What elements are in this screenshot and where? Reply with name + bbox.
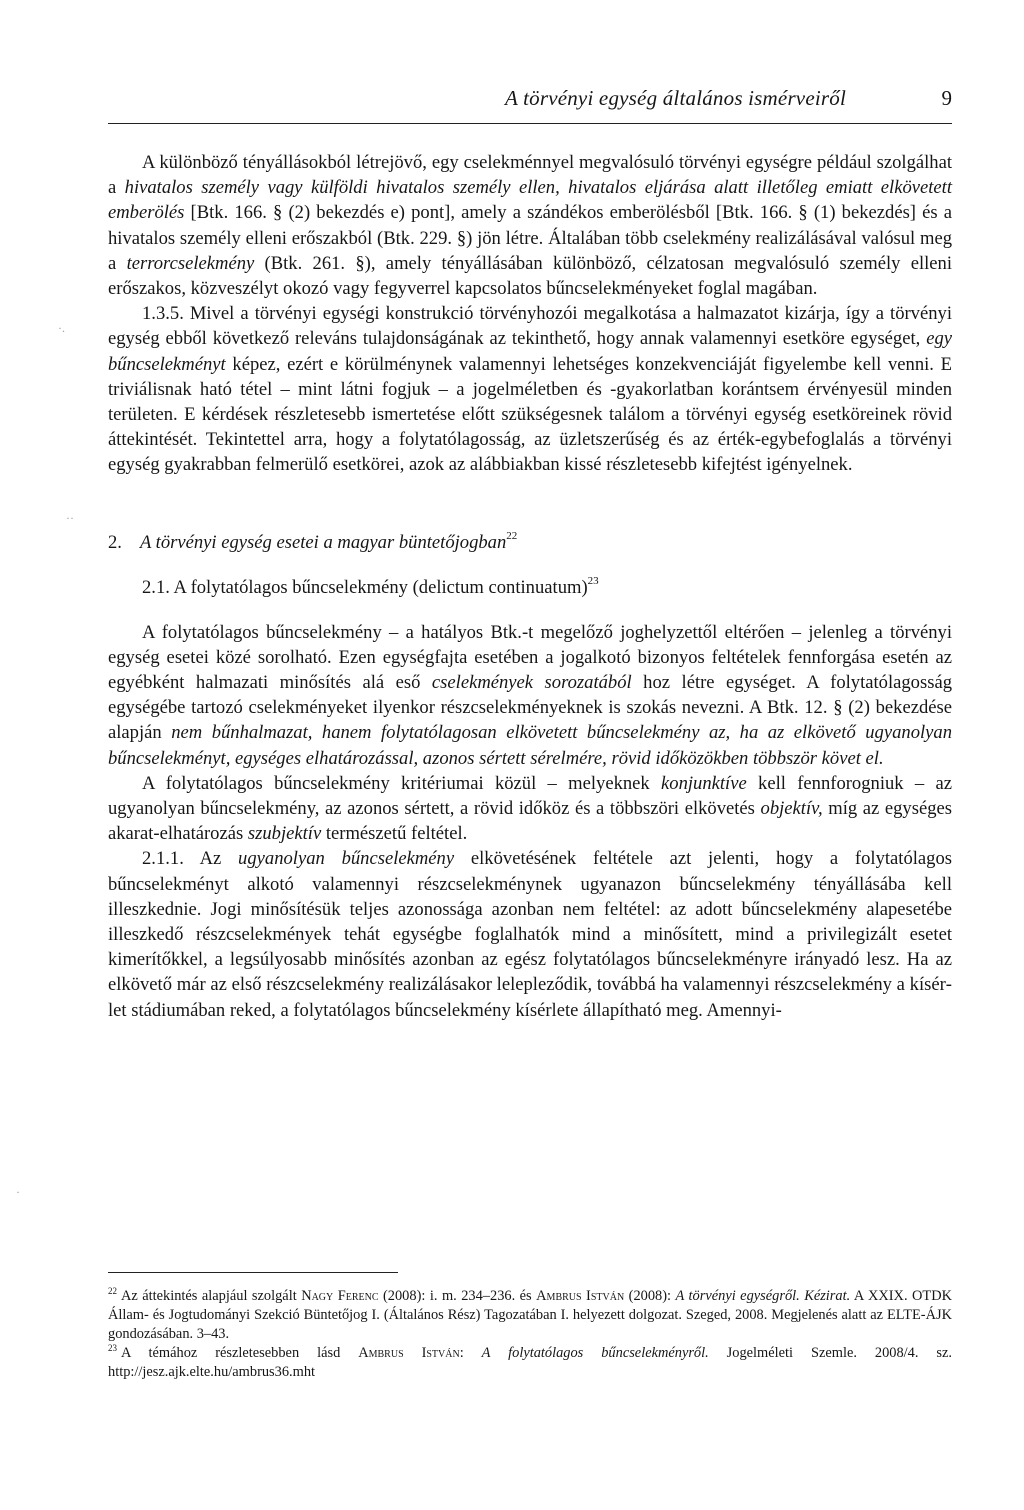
section-heading-2: 2. A törvényi egység esetei a magyar büntetőjogban$^{22}$ <box>108 529 518 553</box>
document-page <box>108 0 952 1510</box>
footnote-ref-23: 23 <box>587 574 599 587</box>
footnote-22: $^{22}$ Az áttekintés alapjául szolgált Nagy Ferenc (2008): i. m. 234–236. és Ambrus István (2008): A törvényi egységről. Kézirat. A XXIX. OTDK Állam- és Jogtudományi Szekció Büntetőjog I. (Általános Rész) Tagozatában I. helyezett dolgozat. Szeged, 2008. Megjelenés alatt az ELTE-ÁJK gondozásában. 3–43. <box>108 1286 953 1342</box>
margin-speck: ·· <box>66 511 74 525</box>
paragraph-1-3-5: 1.3.5. Mivel a törvényi egységi konstrukció törvényhozói megalkotása a halmazatot kizárja, így a törvényi egység ebből következő releváns tulajdonságának az tekinthető, hogy annak valamennyi esetköre egységet, egy bűncselekményt képez, ezért e körülménynek valamennyi lehetséges konzekvenciáját figyelembe kell venni. E triviálisnak ható tétel – mint látni fogjuk – a jogelméletben és -gyakorlatban korántsem érvényesül minden területen. E kérdések részletesebb ismertetése előtt szükségesnek találom a törvényi egység esetköreinek rövid áttekintését. Tekintettel arra, hogy a folytatólagosság, az üzletszerűség és az érték-egybefoglalás a törvényi egység gyakrabban felmerülő esetkörei, azok az alábbiakban kissé részletesebb kifejtést igényelnek. <box>108 303 952 476</box>
paragraph-2-1-1: 2.1.1. Az ugyanolyan bűncselekmény elkövetésének feltétele azt jelenti, hogy a folytatólagos bűncselekményt alkotó valamennyi részcselekménynek ugyanazon bűncselekmény tényállásába kell illeszkednie. Jogi minősítésük teljes azonossága azonban nem feltétel: az adott bűncselekmény alapesetébe illeszkedő részcselekmények tehát egységbe foglalhatók mind a minősített, mind a privilegizált esetet kimerítőkkel, a legsúlyosabb minősítés azonban az egész folytatólagos bűncselekményre irányadó lesz. Ha az elkövető már az első részcselekmény realizálásakor lelepleződik, továbbá ha valamennyi részcselekmény a kísérlet stádiumában reked, a folytatólagos bűncselekmény kísérlete állapítható meg. Amennyi- <box>108 848 953 1021</box>
margin-speck: · <box>16 1185 20 1199</box>
paragraph-kriteriumok: A folytatólagos bűncselekmény kritériumai közül – melyeknek konjunktíve kell fennforogniuk – az ugyanolyan bűncselekmény, az azonos sértett, a rövid időköz és a többszöri elkövetés objektív, míg az egységes akarat-elhatározás szubjektív természetű feltétel. <box>108 772 952 845</box>
footnotes <box>108 1287 952 1382</box>
page-number: 9 <box>941 86 952 110</box>
paragraph-intro: A különböző tényállásokból létrejövő, egy cselekménnyel megvalósuló törvényi egységre például szolgálhat a hivatalos személy vagy külföldi hivatalos személy ellen, hivatalos eljárása alatt illetőleg emiatt elkövetett emberölés [Btk. 166. § (2) bekezdés e) pont], amely a szándékos emberölésből [Btk. 166. § (1) bekezdés] és a hivatalos személy elleni erőszakból (Btk. 229. §) jön létre. Általában több cselekmény realizálásával valósul meg a terrorcselekmény (Btk. 261. §), amely tényállásában különböző, célzatosan megvalósuló személy elleni erőszakos, közveszélyt okozó vagy fegyverrel kapcsolatos bűncselekményeket foglal magában. <box>108 152 953 300</box>
running-header <box>108 86 952 116</box>
footnote-rule <box>108 1272 398 1273</box>
footnote-23: $^{23}$ A témához részletesebben lásd Ambrus István: A folytatólagos bűncselekményről. Jogelméleti Szemle. 2008/4. sz. http://jesz.ajk.elte.hu/ambrus36.mht <box>108 1343 952 1380</box>
paragraph-folytatolagos: A folytatólagos bűncselekmény – a hatályos Btk.-t megelőző joghelyzettől eltérően – jelenleg a törvényi egység esetei közé sorolható. Ezen egységfajta esetében a jogalkotó bizonyos feltételek fennforgása esetén az egyébként halmazati minősítés alá eső cselekmények sorozatából hoz létre egységet. A folytatólagosság egységébe tartozó cselekményeket ilyenkor részcselekményeknek is szokás nevezni. A Btk. 12. § (2) bekezdése alapján nem bűnhalmazat, hanem folytatólagosan elkövetett bűncselekmény az, ha az elkövető ugyanolyan bűncselekményt, egységes elhatározással, azonos sértett sérelmére, rövid időközökben többször követ el. <box>108 621 952 769</box>
header-rule <box>108 123 952 124</box>
margin-speck: ·. <box>58 321 65 335</box>
footnote-ref-22: 22 <box>506 529 518 542</box>
running-title: A törvényi egység általános ismérveiről <box>504 86 846 110</box>
section-heading-2-1: 2.1. A folytatólagos bűncselekmény (delictum continuatum)$^{23}$ <box>142 574 599 598</box>
body-text <box>108 150 952 1023</box>
